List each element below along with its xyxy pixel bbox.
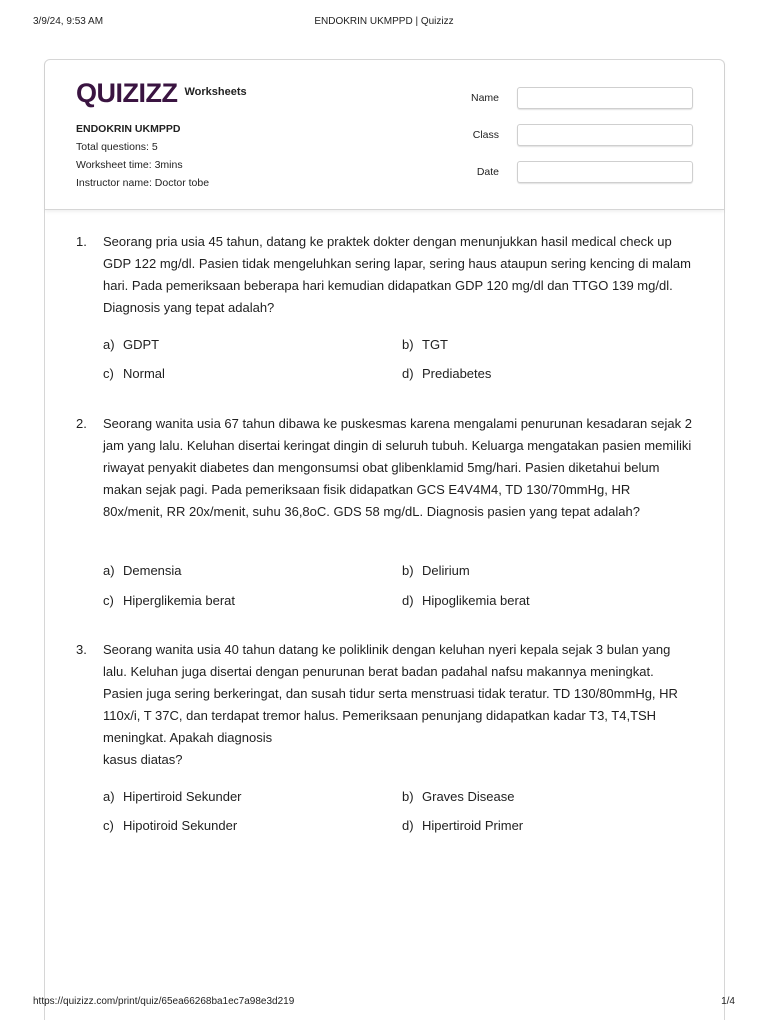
option-letter: b): [402, 337, 414, 352]
option-letter: d): [402, 366, 414, 381]
option-a[interactable]: [103, 788, 242, 806]
option-letter: b): [402, 563, 414, 578]
question-number: 3.: [76, 642, 87, 657]
worksheet-meta: [76, 120, 209, 192]
option-text: Demensia: [123, 563, 182, 578]
option-a[interactable]: [103, 336, 159, 354]
option-text: Prediabetes: [422, 366, 492, 381]
option-text: Hipoglikemia berat: [422, 593, 530, 608]
option-text: Hipertiroid Primer: [422, 818, 524, 833]
option-b[interactable]: [402, 562, 470, 580]
quizizz-logo: [76, 78, 247, 108]
option-letter: c): [103, 366, 114, 381]
option-b[interactable]: [402, 788, 514, 806]
name-input[interactable]: [517, 87, 693, 109]
date-label: Date: [476, 166, 499, 178]
question-text-line: Seorang wanita usia 40 tahun datang ke poliklinik dengan keluhan nyeri kepala sejak 3 bulan yang lalu. Keluhan juga disertai dengan penurunan berat badan padahal nafsu makannya meningkat. Pasien juga sering berkeringat, dan susah tidur serta menstruasi tidak teratur. TD 130/80mmHg, HR 110x/i, T 37C, dan terdapat tremor halus. Pemeriksaan penunjang didapatkan kadar T3, T4,TSH meningkat. Apakah diagnosis: [103, 642, 678, 745]
option-b[interactable]: [402, 336, 448, 354]
question-text: [103, 639, 693, 771]
class-input[interactable]: [517, 124, 693, 146]
option-letter: a): [103, 337, 115, 352]
worksheet-title: ENDOKRIN UKMPPD: [76, 123, 181, 135]
class-label: Class: [472, 129, 499, 141]
worksheet-header: [45, 60, 724, 210]
class-field-row: [435, 124, 693, 146]
question-1: [76, 231, 696, 391]
name-field-row: [435, 87, 693, 109]
option-text: Delirium: [422, 563, 470, 578]
print-datetime: 3/9/24, 9:53 AM: [33, 16, 104, 27]
option-text: GDPT: [123, 337, 160, 352]
option-c[interactable]: [103, 365, 165, 383]
logo-wordmark: QUIZIZZ: [76, 78, 178, 108]
option-c[interactable]: [103, 592, 235, 610]
option-letter: d): [402, 818, 414, 833]
worksheet-time: Worksheet time: 3mins: [76, 159, 183, 171]
date-field-row: [435, 161, 693, 183]
worksheet-sheet: [44, 59, 725, 1020]
option-letter: a): [103, 789, 115, 804]
option-letter: b): [402, 789, 414, 804]
logo-section: Worksheets: [184, 85, 247, 98]
option-text: Hipotiroid Sekunder: [123, 818, 238, 833]
option-d[interactable]: [402, 365, 491, 383]
question-3: [76, 639, 696, 839]
option-c[interactable]: [103, 817, 237, 835]
option-d[interactable]: [402, 817, 523, 835]
option-text: Normal: [123, 366, 165, 381]
question-text-line: kasus diatas?: [103, 752, 183, 767]
print-header: [0, 16, 768, 30]
page-number: 1/4: [721, 996, 735, 1007]
option-text: TGT: [422, 337, 448, 352]
print-footer: [0, 996, 768, 1010]
question-2: [76, 413, 696, 613]
name-label: Name: [470, 92, 499, 104]
option-letter: d): [402, 593, 414, 608]
date-input[interactable]: [517, 161, 693, 183]
option-a[interactable]: [103, 562, 182, 580]
option-text: Hipertiroid Sekunder: [123, 789, 242, 804]
question-text: Seorang pria usia 45 tahun, datang ke praktek dokter dengan menunjukkan hasil medical check up GDP 122 mg/dl. Pasien tidak mengeluhkan sering lapar, sering haus ataupun sering kencing di malam hari. Pada pemeriksaan beberapa hari kemudian didapatkan GDP 120 mg/dl dan TTGO 139 mg/dl. Diagnosis yang tepat adalah?: [103, 234, 691, 315]
print-title: ENDOKRIN UKMPPD | Quizizz: [314, 16, 454, 27]
instructor-name: Instructor name: Doctor tobe: [76, 177, 210, 189]
option-text: Graves Disease: [422, 789, 515, 804]
option-letter: c): [103, 593, 114, 608]
option-d[interactable]: [402, 592, 530, 610]
question-number: 2.: [76, 416, 87, 431]
question-number: 1.: [76, 234, 87, 249]
option-letter: a): [103, 563, 115, 578]
option-letter: c): [103, 818, 114, 833]
total-questions: Total questions: 5: [76, 141, 158, 153]
option-text: Hiperglikemia berat: [123, 593, 235, 608]
question-text: Seorang wanita usia 67 tahun dibawa ke puskesmas karena mengalami penurunan kesadaran sejak 2 jam yang lalu. Keluhan disertai keringat dingin di seluruh tubuh. Keluarga mengatakan pasien memiliki riwayat penyakit diabetes dan mengonsumsi obat glibenklamid 5mg/hari. Pasien diketahui belum makan sejak pagi. Pada pemeriksaan fisik didapatkan GCS E4V4M4, TD 130/70mmHg, HR 80x/menit, RR 20x/menit, suhu 36,8oC. GDS 58 mg/dL. Diagnosis pasien yang tepat adalah?: [103, 416, 692, 519]
print-url: https://quizizz.com/print/quiz/65ea66268ba1ec7a98e3d219: [33, 996, 295, 1007]
